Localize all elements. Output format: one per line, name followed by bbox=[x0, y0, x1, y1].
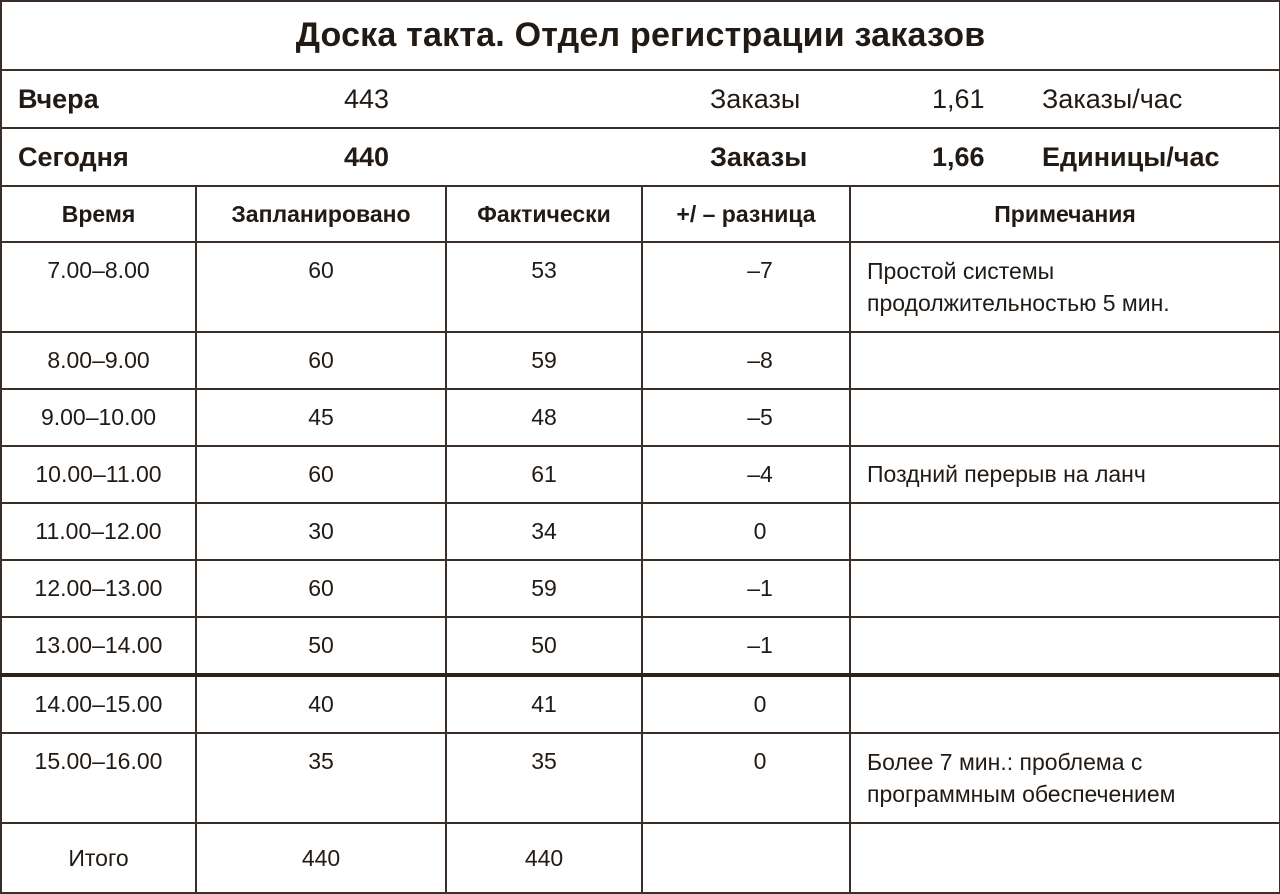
cell-note bbox=[850, 332, 1280, 389]
summary-label: Вчера bbox=[1, 70, 196, 128]
cell-note bbox=[850, 389, 1280, 446]
table-row bbox=[1, 617, 1280, 675]
cell-note: Более 7 мин.: проблема с программным обеспечением bbox=[850, 733, 1280, 823]
cell-note bbox=[850, 560, 1280, 617]
total-diff bbox=[642, 823, 850, 893]
cell-time: 14.00–15.00 bbox=[1, 675, 196, 733]
table-row bbox=[1, 733, 1280, 823]
cell-note bbox=[850, 675, 1280, 733]
summary-rate-unit: Единицы/час bbox=[1042, 141, 1220, 172]
column-header-notes: Примечания bbox=[850, 186, 1280, 242]
table-row bbox=[1, 503, 1280, 560]
cell-note: Поздний перерыв на ланч bbox=[850, 446, 1280, 503]
cell-time: 7.00–8.00 bbox=[1, 242, 196, 332]
cell-time: 13.00–14.00 bbox=[1, 617, 196, 675]
cell-actual: 34 bbox=[446, 503, 642, 560]
cell-note bbox=[850, 617, 1280, 675]
cell-planned: 60 bbox=[196, 332, 446, 389]
table-row bbox=[1, 560, 1280, 617]
cell-actual: 53 bbox=[446, 242, 642, 332]
cell-actual: 59 bbox=[446, 332, 642, 389]
summary-row-today bbox=[1, 128, 1280, 186]
cell-diff: –5 bbox=[642, 389, 850, 446]
cell-actual: 61 bbox=[446, 446, 642, 503]
summary-rate: 1,61 bbox=[932, 83, 985, 114]
table-row bbox=[1, 389, 1280, 446]
column-header-actual: Фактически bbox=[446, 186, 642, 242]
cell-note: Простой системы продолжительностью 5 мин. bbox=[850, 242, 1280, 332]
cell-planned: 30 bbox=[196, 503, 446, 560]
cell-planned: 60 bbox=[196, 560, 446, 617]
total-planned: 440 bbox=[196, 823, 446, 893]
summary-value: 440 bbox=[196, 128, 642, 186]
column-header-diff: +/ – разница bbox=[642, 186, 850, 242]
summary-rate-unit: Заказы/час bbox=[1042, 83, 1183, 114]
summary-row-yesterday bbox=[1, 70, 1280, 128]
cell-planned: 60 bbox=[196, 242, 446, 332]
summary-rate-cell bbox=[850, 70, 1280, 128]
cell-planned: 50 bbox=[196, 617, 446, 675]
cell-actual: 41 bbox=[446, 675, 642, 733]
total-row bbox=[1, 823, 1280, 893]
summary-rate: 1,66 bbox=[932, 141, 985, 172]
total-actual: 440 bbox=[446, 823, 642, 893]
cell-diff: –7 bbox=[642, 242, 850, 332]
column-header-time: Время bbox=[1, 186, 196, 242]
total-note bbox=[850, 823, 1280, 893]
title-row bbox=[1, 1, 1280, 70]
cell-planned: 35 bbox=[196, 733, 446, 823]
total-label: Итого bbox=[1, 823, 196, 893]
table-row bbox=[1, 332, 1280, 389]
cell-time: 10.00–11.00 bbox=[1, 446, 196, 503]
cell-diff: –4 bbox=[642, 446, 850, 503]
cell-planned: 60 bbox=[196, 446, 446, 503]
cell-note bbox=[850, 503, 1280, 560]
cell-actual: 50 bbox=[446, 617, 642, 675]
cell-time: 9.00–10.00 bbox=[1, 389, 196, 446]
cell-diff: –1 bbox=[642, 560, 850, 617]
summary-rate-cell bbox=[850, 128, 1280, 186]
board-title: Доска такта. Отдел регистрации заказов bbox=[1, 1, 1280, 70]
summary-unit: Заказы bbox=[642, 128, 850, 186]
cell-time: 15.00–16.00 bbox=[1, 733, 196, 823]
table-row bbox=[1, 446, 1280, 503]
cell-diff: 0 bbox=[642, 503, 850, 560]
summary-unit: Заказы bbox=[642, 70, 850, 128]
summary-label: Сегодня bbox=[1, 128, 196, 186]
cell-diff: –8 bbox=[642, 332, 850, 389]
cell-actual: 59 bbox=[446, 560, 642, 617]
cell-time: 8.00–9.00 bbox=[1, 332, 196, 389]
column-header-row bbox=[1, 186, 1280, 242]
cell-time: 12.00–13.00 bbox=[1, 560, 196, 617]
table-row bbox=[1, 675, 1280, 733]
column-header-planned: Запланировано bbox=[196, 186, 446, 242]
cell-planned: 45 bbox=[196, 389, 446, 446]
summary-value: 443 bbox=[196, 70, 642, 128]
cell-actual: 35 bbox=[446, 733, 642, 823]
table-row bbox=[1, 242, 1280, 332]
cell-actual: 48 bbox=[446, 389, 642, 446]
cell-diff: –1 bbox=[642, 617, 850, 675]
cell-diff: 0 bbox=[642, 675, 850, 733]
cell-time: 11.00–12.00 bbox=[1, 503, 196, 560]
cell-planned: 40 bbox=[196, 675, 446, 733]
cell-diff: 0 bbox=[642, 733, 850, 823]
